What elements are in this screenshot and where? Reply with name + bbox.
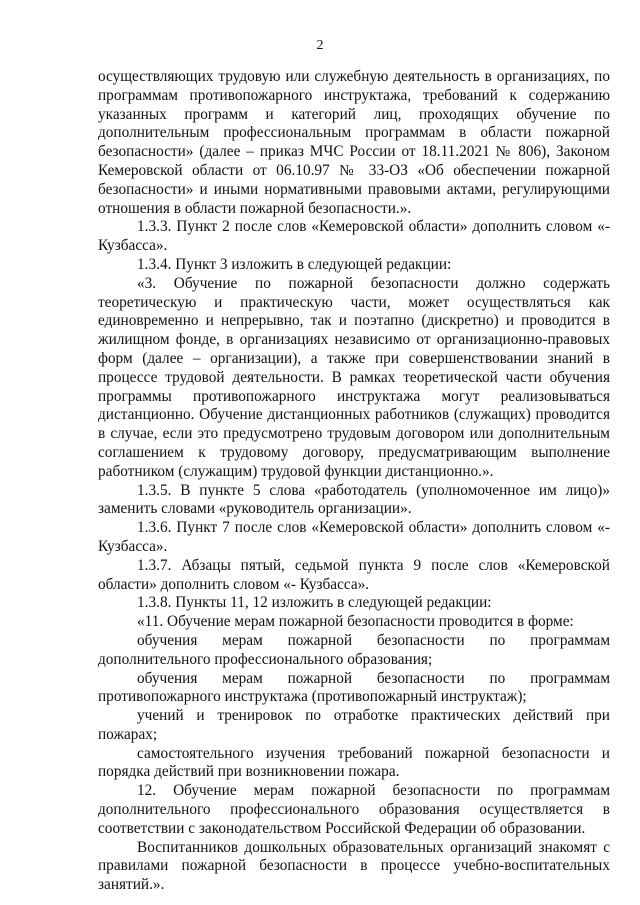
paragraph-continuation: осуществляющих трудовую или служебную деятельность в организациях, по программам противопожарного инструктажа, требований к содержанию указанных программ и категорий лиц, проходящих обучение по дополнительным профессиональным программам в области пожарной безопасности» (далее – приказ МЧС России от 18.11.2021 № 806), Законом Кемеровской области от 06.10.97 № 33-ОЗ «Об обеспечении пожарной безопасности» и иными нормативными правовыми актами, регулирующими отношения в области пожарной безопасности.». <box>98 68 610 217</box>
paragraph-1-3-5: 1.3.5. В пункте 5 слова «работодатель (уполномоченное им лицо)» заменить словами «руководитель организации». <box>98 481 610 518</box>
paragraph-1-3-7: 1.3.7. Абзацы пятый, седьмой пункта 9 после слов «Кемеровской области» дополнить словом «- Кузбасса». <box>98 556 610 593</box>
list-item-drills: учений и тренировок по отработке практических действий при пожарах; <box>98 707 610 743</box>
paragraph-1-3-3: 1.3.3. Пункт 2 после слов «Кемеровской области» дополнить словом «- Кузбасса». <box>98 218 610 255</box>
document-body <box>98 68 610 895</box>
paragraph-1-3-6: 1.3.6. Пункт 7 после слов «Кемеровской области» дополнить словом «- Кузбасса». <box>98 519 610 555</box>
list-item-training-briefing: обучения мерам пожарной безопасности по программам противопожарного инструктажа (противопожарный инструктаж); <box>98 669 610 706</box>
paragraph-preschool: Воспитанников дошкольных образовательных организаций знакомят с правилами пожарной безопасности в процессе учебно-воспитательных занятий.». <box>98 838 610 894</box>
paragraph-1-3-8: 1.3.8. Пункты 11, 12 изложить в следующей редакции: <box>137 594 492 612</box>
paragraph-point-12: 12. Обучение мерам пожарной безопасности по программам дополнительного профессионального образования осуществляется в соответствии с законодательством Российской Федерации об образовании. <box>98 782 610 837</box>
page-number: 2 <box>316 38 324 53</box>
paragraph-point-11: «11. Обучение мерам пожарной безопасности проводится в форме: <box>137 613 574 631</box>
paragraph-1-3-4: 1.3.4. Пункт 3 изложить в следующей редакции: <box>137 255 452 273</box>
list-item-training-dpo: обучения мерам пожарной безопасности по программам дополнительного профессионального образования; <box>98 631 610 668</box>
list-item-self-study: самостоятельного изучения требований пожарной безопасности и порядка действий при возникновении пожара. <box>98 744 610 781</box>
paragraph-point-3: «3. Обучение по пожарной безопасности должно содержать теоретическую и практическую части, может осуществляться как единовременно и непрерывно, так и поэтапно (дискретно) и проводится в жилищном фонде, в организациях независимо от организационно-правовых форм (далее – организации), а также при совершенствовании знаний в процессе трудовой деятельности. В рамках теоретической части обучения программы противопожарного инструктажа могут реализовываться дистанционно. Обучение дистанционных работников (служащих) проводится в случае, если это предусмотрено трудовым договором или дополнительным соглашением к трудовому договору, предусматривающим выполнение работником (служащим) трудовой функции дистанционно.». <box>98 274 610 480</box>
